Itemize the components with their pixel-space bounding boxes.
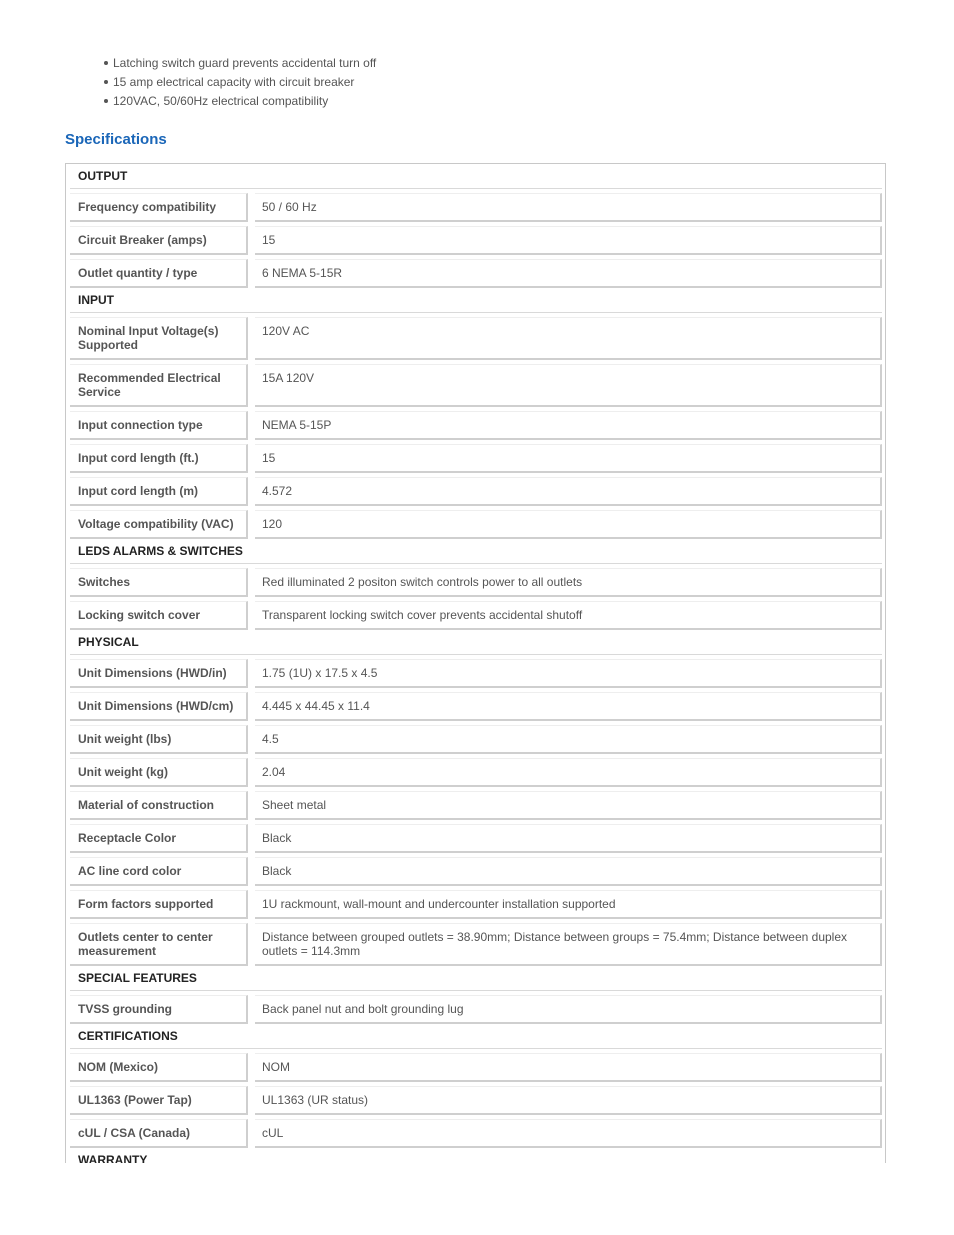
spec-label-cell [70, 659, 248, 688]
spec-label-cell [70, 317, 248, 360]
section-header [70, 1148, 882, 1163]
spec-value: 6 NEMA 5-15R [262, 266, 343, 280]
spec-label-cell [70, 1086, 248, 1115]
spec-row [70, 923, 882, 966]
spec-label-cell [70, 890, 248, 919]
spec-label: Form factors supported [78, 897, 214, 911]
spec-row [70, 411, 882, 440]
spec-value: UL1363 (UR status) [262, 1093, 369, 1107]
spec-value-cell [255, 824, 882, 853]
section-title: WARRANTY [78, 1153, 148, 1163]
spec-label: Outlet quantity / type [78, 266, 198, 280]
spec-label: Recommended Electrical Service [78, 371, 221, 399]
specifications-heading: Specifications [65, 131, 167, 148]
spec-value: 4.5 [262, 732, 279, 746]
feature-text: 120VAC, 50/60Hz electrical compatibility [113, 94, 329, 108]
spec-value-cell [255, 193, 882, 222]
spec-label: NOM (Mexico) [78, 1060, 159, 1074]
section-title: OUTPUT [78, 169, 128, 183]
section-title: INPUT [78, 293, 114, 307]
spec-label: Locking switch cover [78, 608, 201, 622]
spec-label: TVSS grounding [78, 1002, 172, 1016]
section-title: PHYSICAL [78, 635, 139, 649]
spec-row [70, 510, 882, 539]
spec-value: NOM [262, 1060, 290, 1074]
spec-value-cell [255, 477, 882, 506]
spec-row [70, 568, 882, 597]
section-header [70, 288, 882, 313]
spec-value: 50 / 60 Hz [262, 200, 317, 214]
spec-label: Material of construction [78, 798, 215, 812]
spec-rows [70, 164, 882, 1163]
spec-label: Input connection type [78, 418, 203, 432]
spec-label: Circuit Breaker (amps) [78, 233, 207, 247]
spec-label-cell [70, 692, 248, 721]
section-title: LEDS ALARMS & SWITCHES [78, 544, 243, 558]
spec-row [70, 226, 882, 255]
feature-item [104, 93, 376, 112]
spec-row [70, 1119, 882, 1148]
spec-row [70, 857, 882, 886]
spec-label: Unit weight (lbs) [78, 732, 172, 746]
spec-label: Unit Dimensions (HWD/cm) [78, 699, 234, 713]
feature-item [104, 55, 376, 74]
feature-text: Latching switch guard prevents accidental turn off [113, 56, 377, 70]
spec-value-cell [255, 444, 882, 473]
spec-value-cell [255, 1086, 882, 1115]
bullet-icon [104, 80, 108, 84]
section-title: SPECIAL FEATURES [78, 971, 197, 985]
spec-value: 2.04 [262, 765, 286, 779]
spec-label: AC line cord color [78, 864, 182, 878]
spec-value-cell [255, 857, 882, 886]
spec-value-cell [255, 923, 882, 966]
spec-label-cell [70, 995, 248, 1024]
spec-value-cell [255, 758, 882, 787]
spec-value: Red illuminated 2 positon switch controls power to all outlets [262, 575, 583, 589]
spec-label-cell [70, 824, 248, 853]
spec-value: 4.572 [262, 484, 293, 498]
spec-value-cell [255, 226, 882, 255]
spec-value: 1U rackmount, wall-mount and undercounter installation supported [262, 897, 616, 911]
spec-row [70, 791, 882, 820]
spec-value: 120 [262, 517, 283, 531]
spec-value-cell [255, 995, 882, 1024]
spec-value: 120V AC [262, 324, 310, 338]
spec-value: 15 [262, 233, 276, 247]
section-header [70, 164, 882, 189]
spec-value-cell [255, 364, 882, 407]
spec-value: Black [262, 864, 292, 878]
spec-label-cell [70, 364, 248, 407]
spec-value-cell [255, 1119, 882, 1148]
section-title: CERTIFICATIONS [78, 1029, 178, 1043]
spec-row [70, 317, 882, 360]
spec-value: Distance between grouped outlets = 38.90mm; Distance between groups = 75.4mm; Distance between duplex outlets = 114.3mm [262, 930, 848, 958]
spec-row [70, 1053, 882, 1082]
spec-label: Unit weight (kg) [78, 765, 168, 779]
spec-row [70, 824, 882, 853]
spec-value: Black [262, 831, 292, 845]
spec-row [70, 995, 882, 1024]
spec-label-cell [70, 601, 248, 630]
spec-label: Voltage compatibility (VAC) [78, 517, 234, 531]
feature-list [104, 55, 376, 112]
spec-value-cell [255, 259, 882, 288]
spec-label-cell [70, 1119, 248, 1148]
section-header [70, 1024, 882, 1049]
feature-text: 15 amp electrical capacity with circuit breaker [113, 75, 355, 89]
spec-label-cell [70, 477, 248, 506]
spec-row [70, 659, 882, 688]
spec-value-cell [255, 601, 882, 630]
spec-value: Transparent locking switch cover prevents accidental shutoff [262, 608, 583, 622]
spec-label: Input cord length (ft.) [78, 451, 199, 465]
spec-label-cell [70, 444, 248, 473]
section-header [70, 539, 882, 564]
spec-value: Back panel nut and bolt grounding lug [262, 1002, 464, 1016]
spec-row [70, 601, 882, 630]
spec-value: 15A 120V [262, 371, 315, 385]
bullet-icon [104, 61, 108, 65]
spec-label-cell [70, 568, 248, 597]
spec-value-cell [255, 890, 882, 919]
spec-value-cell [255, 791, 882, 820]
spec-value-cell [255, 568, 882, 597]
spec-row [70, 692, 882, 721]
spec-value-cell [255, 1053, 882, 1082]
spec-label-cell [70, 857, 248, 886]
spec-label: Nominal Input Voltage(s) Supported [78, 324, 219, 352]
spec-label-cell [70, 758, 248, 787]
spec-label-cell [70, 411, 248, 440]
spec-label-cell [70, 259, 248, 288]
spec-value-cell [255, 317, 882, 360]
spec-label: Unit Dimensions (HWD/in) [78, 666, 227, 680]
spec-row [70, 477, 882, 506]
spec-row [70, 193, 882, 222]
spec-row [70, 1086, 882, 1115]
spec-label: Switches [78, 575, 131, 589]
spec-value: 1.75 (1U) x 17.5 x 4.5 [262, 666, 378, 680]
bullet-icon [104, 99, 108, 103]
spec-row [70, 758, 882, 787]
spec-label-cell [70, 193, 248, 222]
spec-label-cell [70, 791, 248, 820]
spec-label: Receptacle Color [78, 831, 177, 845]
spec-value-cell [255, 659, 882, 688]
spec-label: UL1363 (Power Tap) [78, 1093, 192, 1107]
spec-label-cell [70, 1053, 248, 1082]
spec-value: Sheet metal [262, 798, 327, 812]
spec-row [70, 444, 882, 473]
spec-value: 15 [262, 451, 276, 465]
spec-value: 4.445 x 44.45 x 11.4 [262, 699, 370, 713]
spec-value-cell [255, 692, 882, 721]
spec-value: cUL [262, 1126, 284, 1140]
spec-value-cell [255, 725, 882, 754]
spec-label: Frequency compatibility [78, 200, 217, 214]
spec-label-cell [70, 923, 248, 966]
specifications-table [65, 163, 886, 1163]
spec-row [70, 725, 882, 754]
spec-label: cUL / CSA (Canada) [78, 1126, 191, 1140]
spec-label-cell [70, 510, 248, 539]
spec-value-cell [255, 411, 882, 440]
section-header [70, 630, 882, 655]
spec-label-cell [70, 226, 248, 255]
section-header [70, 966, 882, 991]
spec-label-cell [70, 725, 248, 754]
spec-row [70, 364, 882, 407]
spec-label: Outlets center to center measurement [78, 930, 213, 958]
spec-value-cell [255, 510, 882, 539]
feature-item [104, 74, 376, 93]
spec-value: NEMA 5-15P [262, 418, 332, 432]
spec-row [70, 890, 882, 919]
spec-label: Input cord length (m) [78, 484, 198, 498]
spec-row [70, 259, 882, 288]
